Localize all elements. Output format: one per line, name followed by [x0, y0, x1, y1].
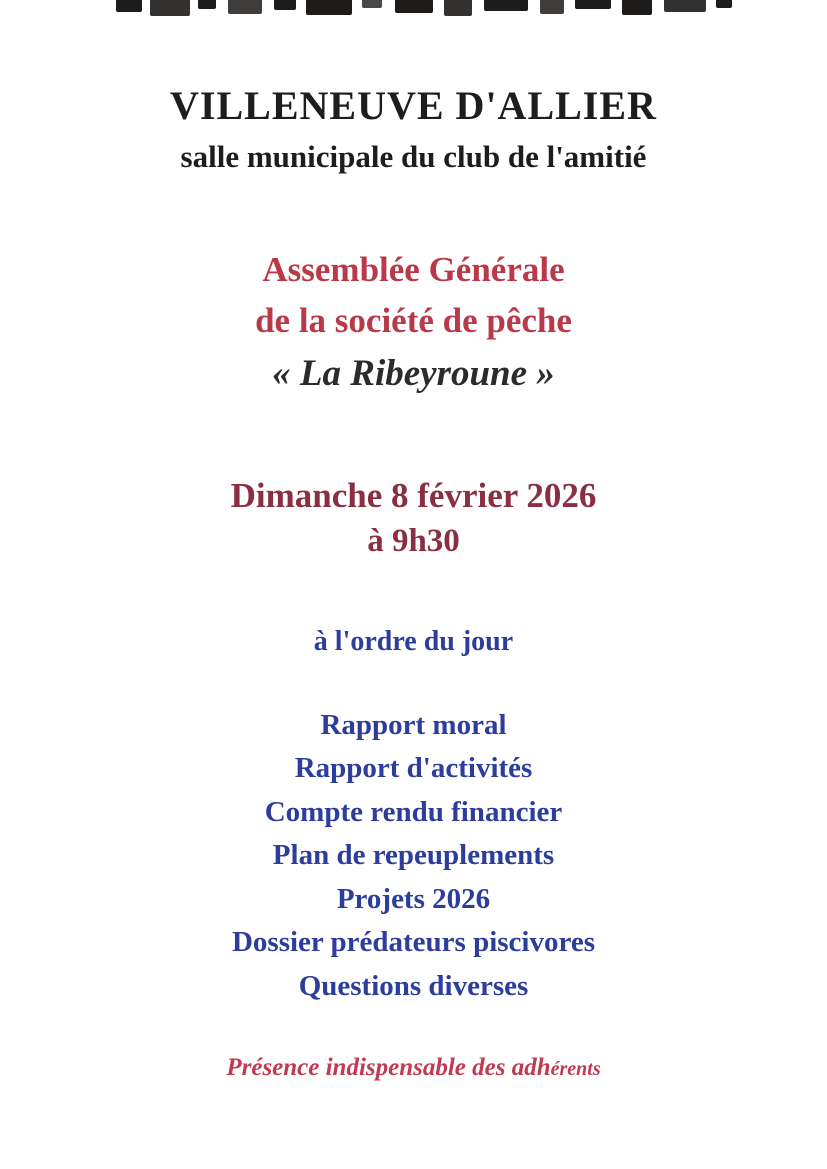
scan-mark — [274, 0, 296, 10]
agenda-item: Projets 2026 — [336, 882, 491, 915]
attendance-note-small: érents — [550, 1058, 601, 1081]
agenda-item: Rapport moral — [320, 708, 507, 741]
scan-mark — [362, 0, 382, 8]
attendance-note — [0, 1054, 827, 1082]
attendance-note-main: Présence indispensable des adh — [226, 1054, 551, 1082]
scan-mark — [716, 0, 732, 8]
scan-mark — [664, 0, 706, 12]
event-heading-block — [0, 245, 827, 400]
venue-title-block — [0, 82, 827, 175]
venue-name: VILLENEUVE D'ALLIER — [170, 83, 657, 128]
scan-mark — [395, 0, 433, 13]
scan-mark — [575, 0, 611, 9]
event-time: à 9h30 — [367, 523, 460, 560]
scan-mark — [116, 0, 142, 12]
scan-mark — [540, 0, 564, 14]
society-name: « La Ribeyroune » — [272, 352, 555, 394]
event-date-block — [0, 472, 827, 564]
scan-mark — [622, 0, 652, 15]
agenda-item: Questions diverses — [298, 969, 529, 1002]
event-title-line2: de la société de pêche — [255, 300, 572, 340]
agenda-list — [0, 704, 827, 1009]
event-date: Dimanche 8 février 2026 — [230, 476, 597, 516]
agenda-item: Dossier prédateurs piscivores — [231, 926, 595, 959]
scan-mark — [306, 0, 352, 15]
agenda-intro: à l'ordre du jour — [313, 625, 514, 657]
event-title-line1: Assemblée Générale — [262, 250, 565, 289]
scan-mark — [198, 0, 216, 9]
scanner-artifact-strip — [0, 0, 827, 20]
venue-hall: salle municipale du club de l'amitié — [180, 139, 647, 174]
scan-mark — [444, 0, 472, 16]
agenda-item: Compte rendu financier — [264, 795, 563, 828]
scan-mark — [228, 0, 262, 14]
scan-mark — [150, 0, 190, 16]
agenda-item: Rapport d'activités — [294, 752, 533, 785]
agenda-item: Plan de repeuplements — [272, 839, 555, 872]
scan-mark — [484, 0, 528, 11]
